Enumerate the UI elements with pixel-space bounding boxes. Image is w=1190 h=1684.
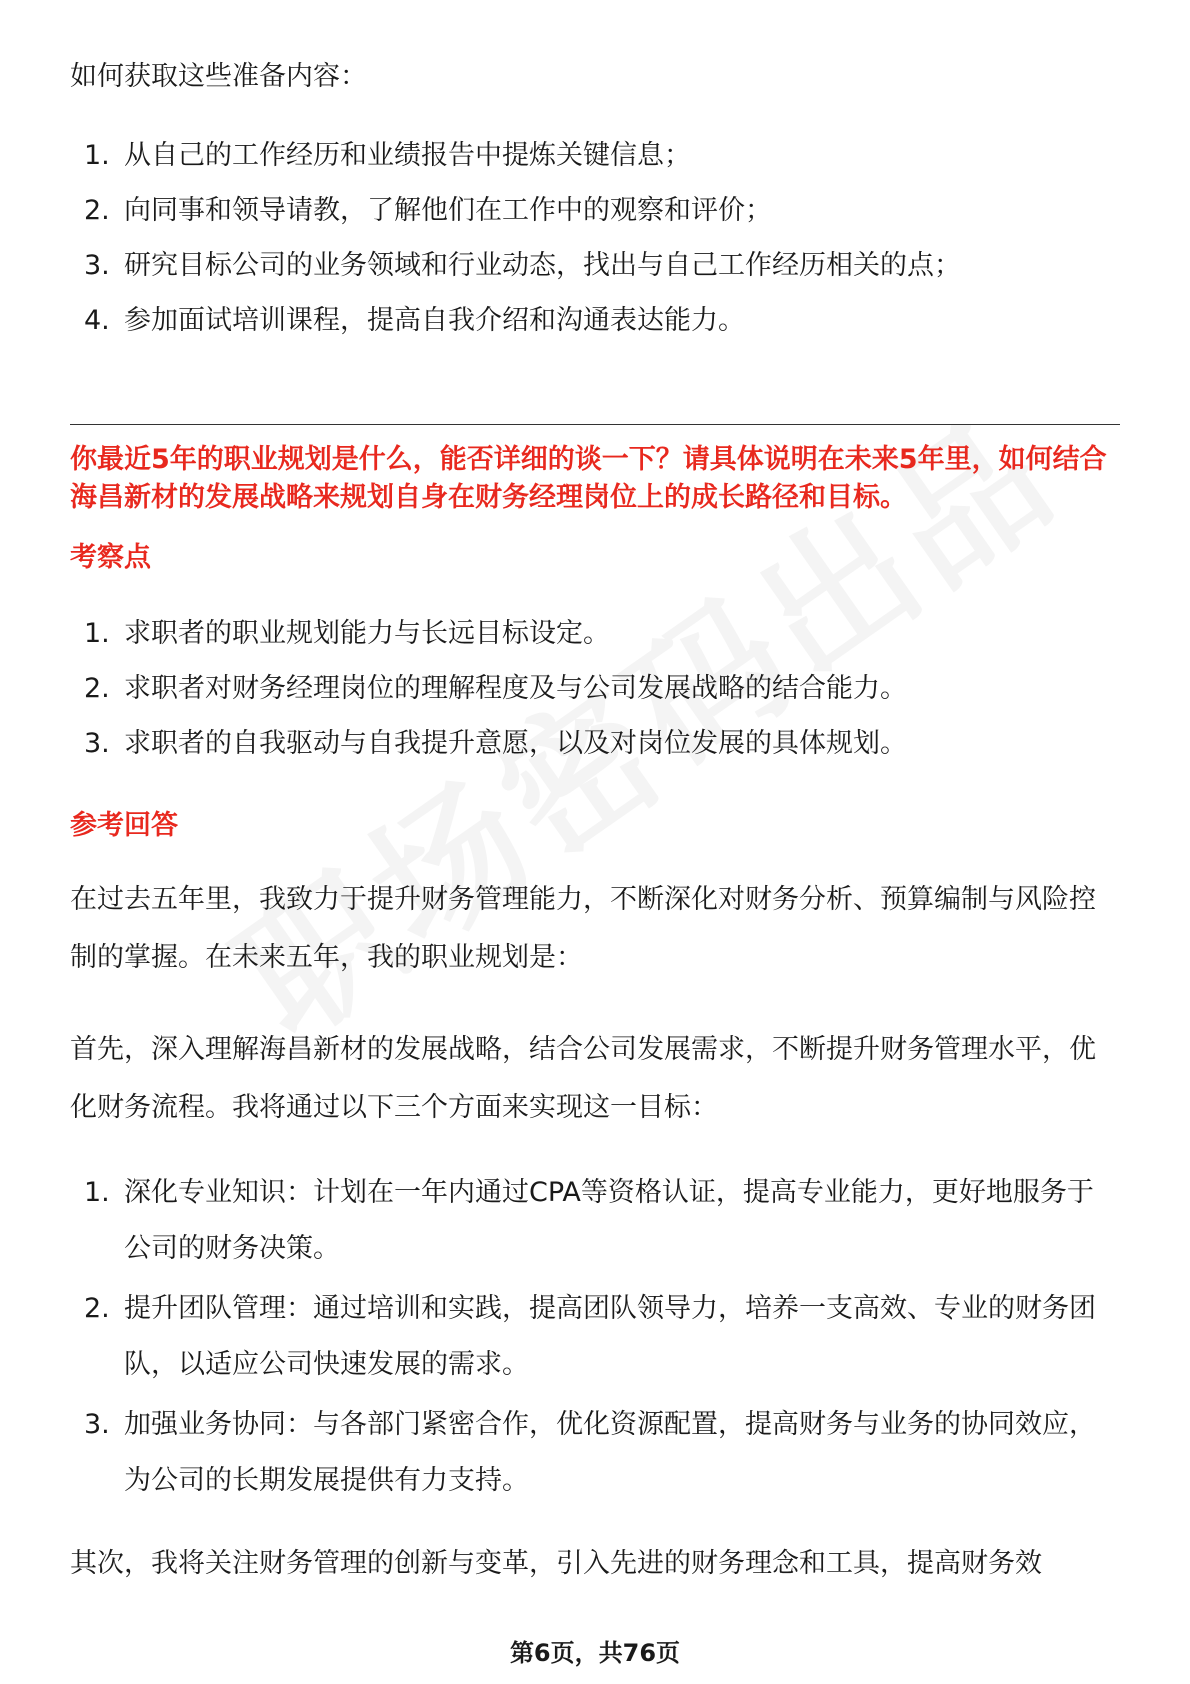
answer-paragraph: 首先，深入理解海昌新材的发展战略，结合公司发展需求，不断提升财务管理水平，优化财务流程。我将通过以下三个方面来实现这一目标：: [70, 1034, 1096, 1123]
list-number: 3.: [84, 1409, 110, 1440]
list-number: 2.: [84, 195, 110, 226]
list-text: 加强业务协同：与各部门紧密合作，优化资源配置，提高财务与业务的协同效应，为公司的长期发展提供有力支持。: [124, 1409, 1096, 1496]
list-item: [84, 293, 1120, 349]
list-text: 求职者的自我驱动与自我提升意愿，以及对岗位发展的具体规划。: [124, 728, 907, 759]
list-text: 向同事和领导请教，了解他们在工作中的观察和评价；: [124, 195, 772, 226]
list-text: 参加面试培训课程，提高自我介绍和沟通表达能力。: [124, 305, 745, 336]
list-item: [84, 183, 1120, 239]
list-item: [84, 1165, 1120, 1277]
list-number: 3.: [84, 250, 110, 281]
list-text: 从自己的工作经历和业绩报告中提炼关键信息；: [124, 140, 691, 171]
page-number: 第6页，共76页: [509, 1639, 681, 1667]
list-number: 3.: [84, 728, 110, 759]
list-item: [84, 1281, 1120, 1393]
list-number: 1.: [84, 140, 110, 171]
list-number: 2.: [84, 673, 110, 704]
list-item: [84, 128, 1120, 184]
answer-paragraph: 在过去五年里，我致力于提升财务管理能力，不断深化对财务分析、预算编制与风险控制的掌握。在未来五年，我的职业规划是：: [70, 884, 1096, 973]
list-item: [84, 661, 1120, 717]
list-number: 4.: [84, 305, 110, 336]
list-number: 1.: [84, 618, 110, 649]
list-item: [84, 238, 1120, 294]
list-number: 2.: [84, 1293, 110, 1324]
list-text: 深化专业知识：计划在一年内通过CPA等资格认证，提高专业能力，更好地服务于公司的财务决策。: [124, 1177, 1094, 1264]
answer-heading: 参考回答: [70, 810, 178, 841]
list-text: 研究目标公司的业务领域和行业动态，找出与自己工作经历相关的点；: [124, 250, 961, 281]
list-text: 提升团队管理：通过培训和实践，提高团队领导力，培养一支高效、专业的财务团队，以适应公司快速发展的需求。: [124, 1293, 1096, 1380]
list-text: 求职者的职业规划能力与长远目标设定。: [124, 618, 610, 649]
focus-heading: 考察点: [70, 542, 151, 573]
list-text: 求职者对财务经理岗位的理解程度及与公司发展战略的结合能力。: [124, 673, 907, 704]
section-divider: [70, 424, 1120, 425]
interview-question: 你最近5年的职业规划是什么，能否详细的谈一下？请具体说明在未来5年里，如何结合海昌新材的发展战略来规划自身在财务经理岗位上的成长路径和目标。: [70, 444, 1107, 513]
list-item: [84, 1397, 1120, 1509]
intro-heading: 如何获取这些准备内容：: [70, 61, 367, 92]
list-item: [84, 716, 1120, 772]
list-number: 1.: [84, 1177, 110, 1208]
answer-paragraph: 其次，我将关注财务管理的创新与变革，引入先进的财务理念和工具，提高财务效: [70, 1548, 1042, 1579]
list-item: [84, 606, 1120, 662]
